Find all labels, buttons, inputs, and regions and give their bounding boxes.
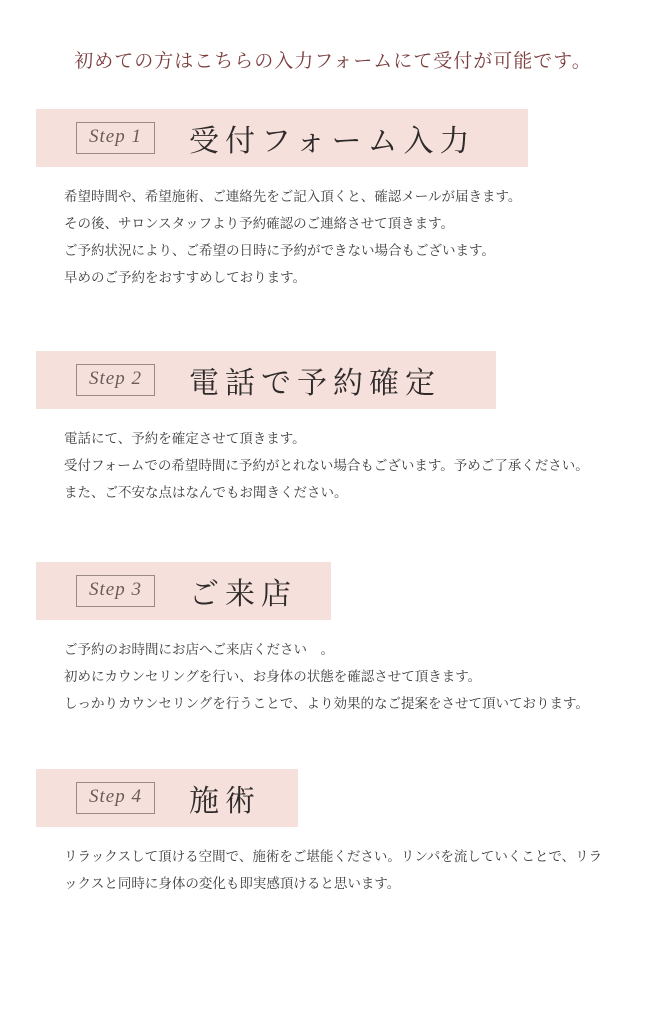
step-header-4 bbox=[36, 769, 298, 827]
step-title-4: 施術 bbox=[188, 785, 261, 818]
step-body-line: その後、サロンスタッフより予約確認のご連絡させて頂きます。 bbox=[64, 216, 455, 231]
step-title-3: ご来店 bbox=[188, 578, 297, 611]
step-body-line: 電話にて、予約を確定させて頂きます。 bbox=[64, 431, 306, 446]
step-block-3 bbox=[0, 562, 666, 717]
step-badge-1: Step 1 bbox=[76, 122, 155, 155]
spacer bbox=[0, 506, 666, 562]
spacer bbox=[0, 73, 666, 109]
step-badge-2: Step 2 bbox=[76, 364, 155, 397]
step-header-1 bbox=[36, 109, 528, 167]
step-body-line: ご予約状況により、ご希望の日時に予約ができない場合もございます。 bbox=[64, 243, 495, 258]
spacer bbox=[0, 291, 666, 351]
step-block-2 bbox=[0, 351, 666, 506]
step-block-4 bbox=[0, 769, 666, 897]
step-body-line: ご予約のお時間にお店へご来店ください 。 bbox=[64, 642, 334, 657]
step-body-line: 初めにカウンセリングを行い、お身体の状態を確認させて頂きます。 bbox=[64, 669, 482, 684]
step-body-4 bbox=[64, 843, 606, 897]
step-header-3 bbox=[36, 562, 331, 620]
step-body-line: 希望時間や、希望施術、ご連絡先をご記入頂くと、確認メールが届きます。 bbox=[64, 189, 522, 204]
step-body-line: リラックスして頂ける空間で、施術をご堪能ください。リンパを流していくことで、リラックスと同時に身体の変化も即実感頂けると思います。 bbox=[64, 849, 603, 891]
spacer bbox=[0, 717, 666, 769]
step-body-line: 受付フォームでの希望時間に予約がとれない場合もございます。予めご了承ください。 bbox=[64, 458, 589, 473]
step-title-2: 電話で予約確定 bbox=[188, 367, 441, 400]
intro-text: 初めての方はこちらの入力フォームにて受付が可能です。 bbox=[74, 51, 592, 72]
step-body-line: しっかりカウンセリングを行うことで、より効果的なご提案をさせて頂いております。 bbox=[64, 696, 589, 711]
step-body-1 bbox=[64, 183, 606, 291]
step-badge-3: Step 3 bbox=[76, 575, 155, 608]
step-block-1 bbox=[0, 109, 666, 291]
step-header-2 bbox=[36, 351, 496, 409]
step-body-line: また、ご不安な点はなんでもお聞きください。 bbox=[64, 485, 348, 500]
step-title-1: 受付フォーム入力 bbox=[188, 125, 476, 158]
step-body-line: 早めのご予約をおすすめしております。 bbox=[64, 270, 307, 285]
step-body-3 bbox=[64, 636, 606, 717]
step-badge-4: Step 4 bbox=[76, 782, 155, 815]
step-body-2 bbox=[64, 425, 606, 506]
